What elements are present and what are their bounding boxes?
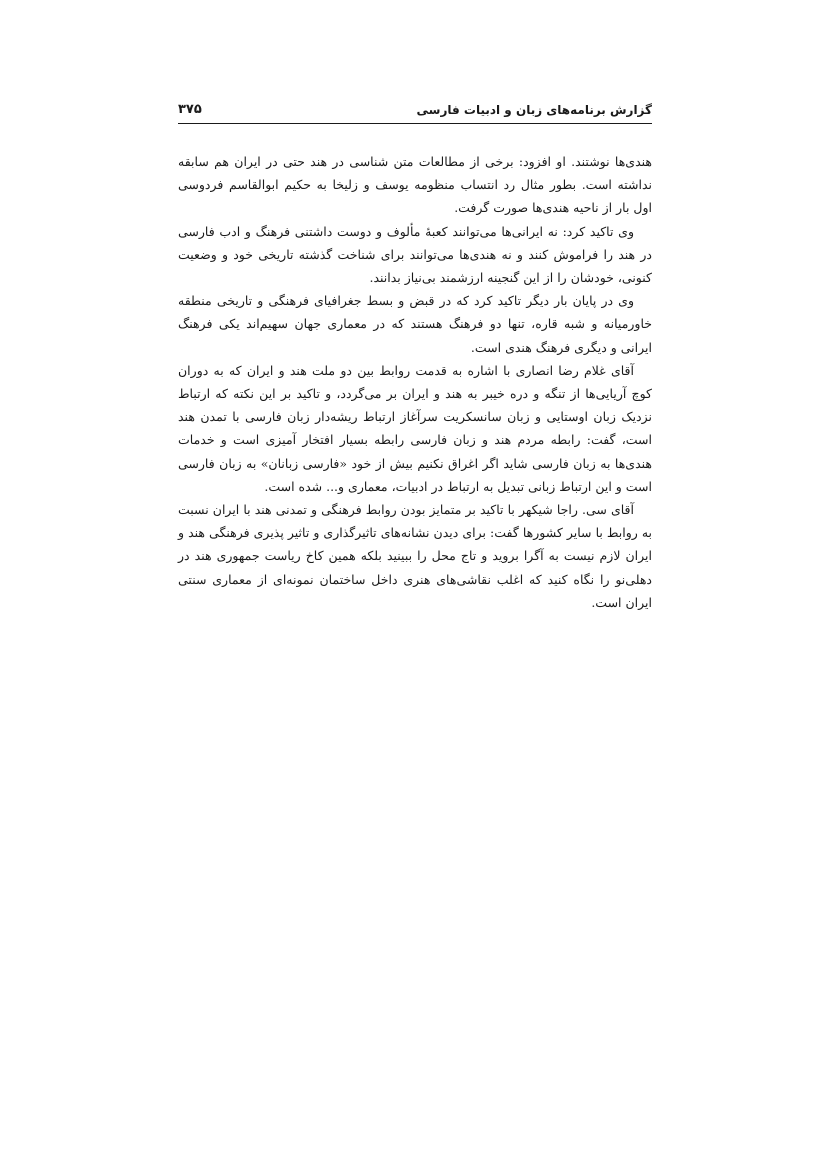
running-title: گزارش برنامه‌های زبان و ادبیات فارسی — [416, 103, 652, 117]
document-page — [178, 96, 652, 614]
paragraph-5: آقای سی. راجا شیکهر با تاکید بر متمایز بودن روابط فرهنگی و تمدنی هند با ایران نسبت به روابط با سایر کشورها گفت: برای دیدن نشانه‌های تاثیرگذاری و تاثیر پذیری فرهنگی هند و ایران لازم نیست به آگرا بروید و تاج محل را ببینید بلکه همین کاخ ریاست جمهوری هند در دهلی‌نو را نگاه کنید که اغلب نقاشی‌های هنری داخل ساختمان نمونه‌ای از معماری سنتی ایران است. — [178, 502, 652, 610]
paragraph-4: آقای غلام رضا انصاری با اشاره به قدمت روابط بین دو ملت هند و ایران که به دوران کوچ آریایی‌ها از تنگه و دره خیبر به هند و ایران بر می‌گردد، و تاکید بر این نکته که ارتباط نزدیک زبان اوستایی و زبان سانسکریت سرآغاز ارتباط ریشه‌دار زبان فارسی با تمدن هند است، گفت: رابطه مردم هند و زبان فارسی رابطه بسیار افتخار آمیزی است و خدمات هندی‌ها به زبان فارسی شاید اگر اغراق نکنیم بیش از خود «فارسی زبانان» به زبان فارسی است و این ارتباط زبانی تبدیل به ارتباط در ادبیات، معماری و... شده است. — [178, 362, 652, 494]
paragraph-2: وی تاکید کرد: نه ایرانی‌ها می‌توانند کعبهٔ مألوف و دوست داشتنی فرهنگ و ادب فارسی در هند را فراموش کنند و نه هندی‌ها می‌توانند برای شناخت گذشته تاریخی خود و وضعیت کنونی، خودشان را از این گنجینه ارزشمند بی‌نیاز بدانند. — [178, 223, 652, 286]
paragraph-1: هندی‌ها نوشتند. او افزود: برخی از مطالعات متن شناسی در هند حتی در ایران هم سابقه نداشته است. بطور مثال رد انتساب منظومه یوسف و زلیخا به حکیم ابوالقاسم فردوسی اول بار از ناحیه هندی‌ها صورت گرفت. — [178, 154, 652, 216]
page-number: ۳۷۵ — [178, 102, 202, 117]
body-text — [178, 150, 652, 614]
paragraph-3: وی در پایان بار دیگر تاکید کرد که در قبض و بسط جغرافیای فرهنگی و تاریخی منطقه خاورمیانه و شبه قاره، تنها دو فرهنگ هستند که در معماری جهان سهیم‌اند یکی فرهنگ ایرانی و دیگری فرهنگ هندی است. — [178, 293, 652, 355]
running-header — [178, 96, 652, 124]
